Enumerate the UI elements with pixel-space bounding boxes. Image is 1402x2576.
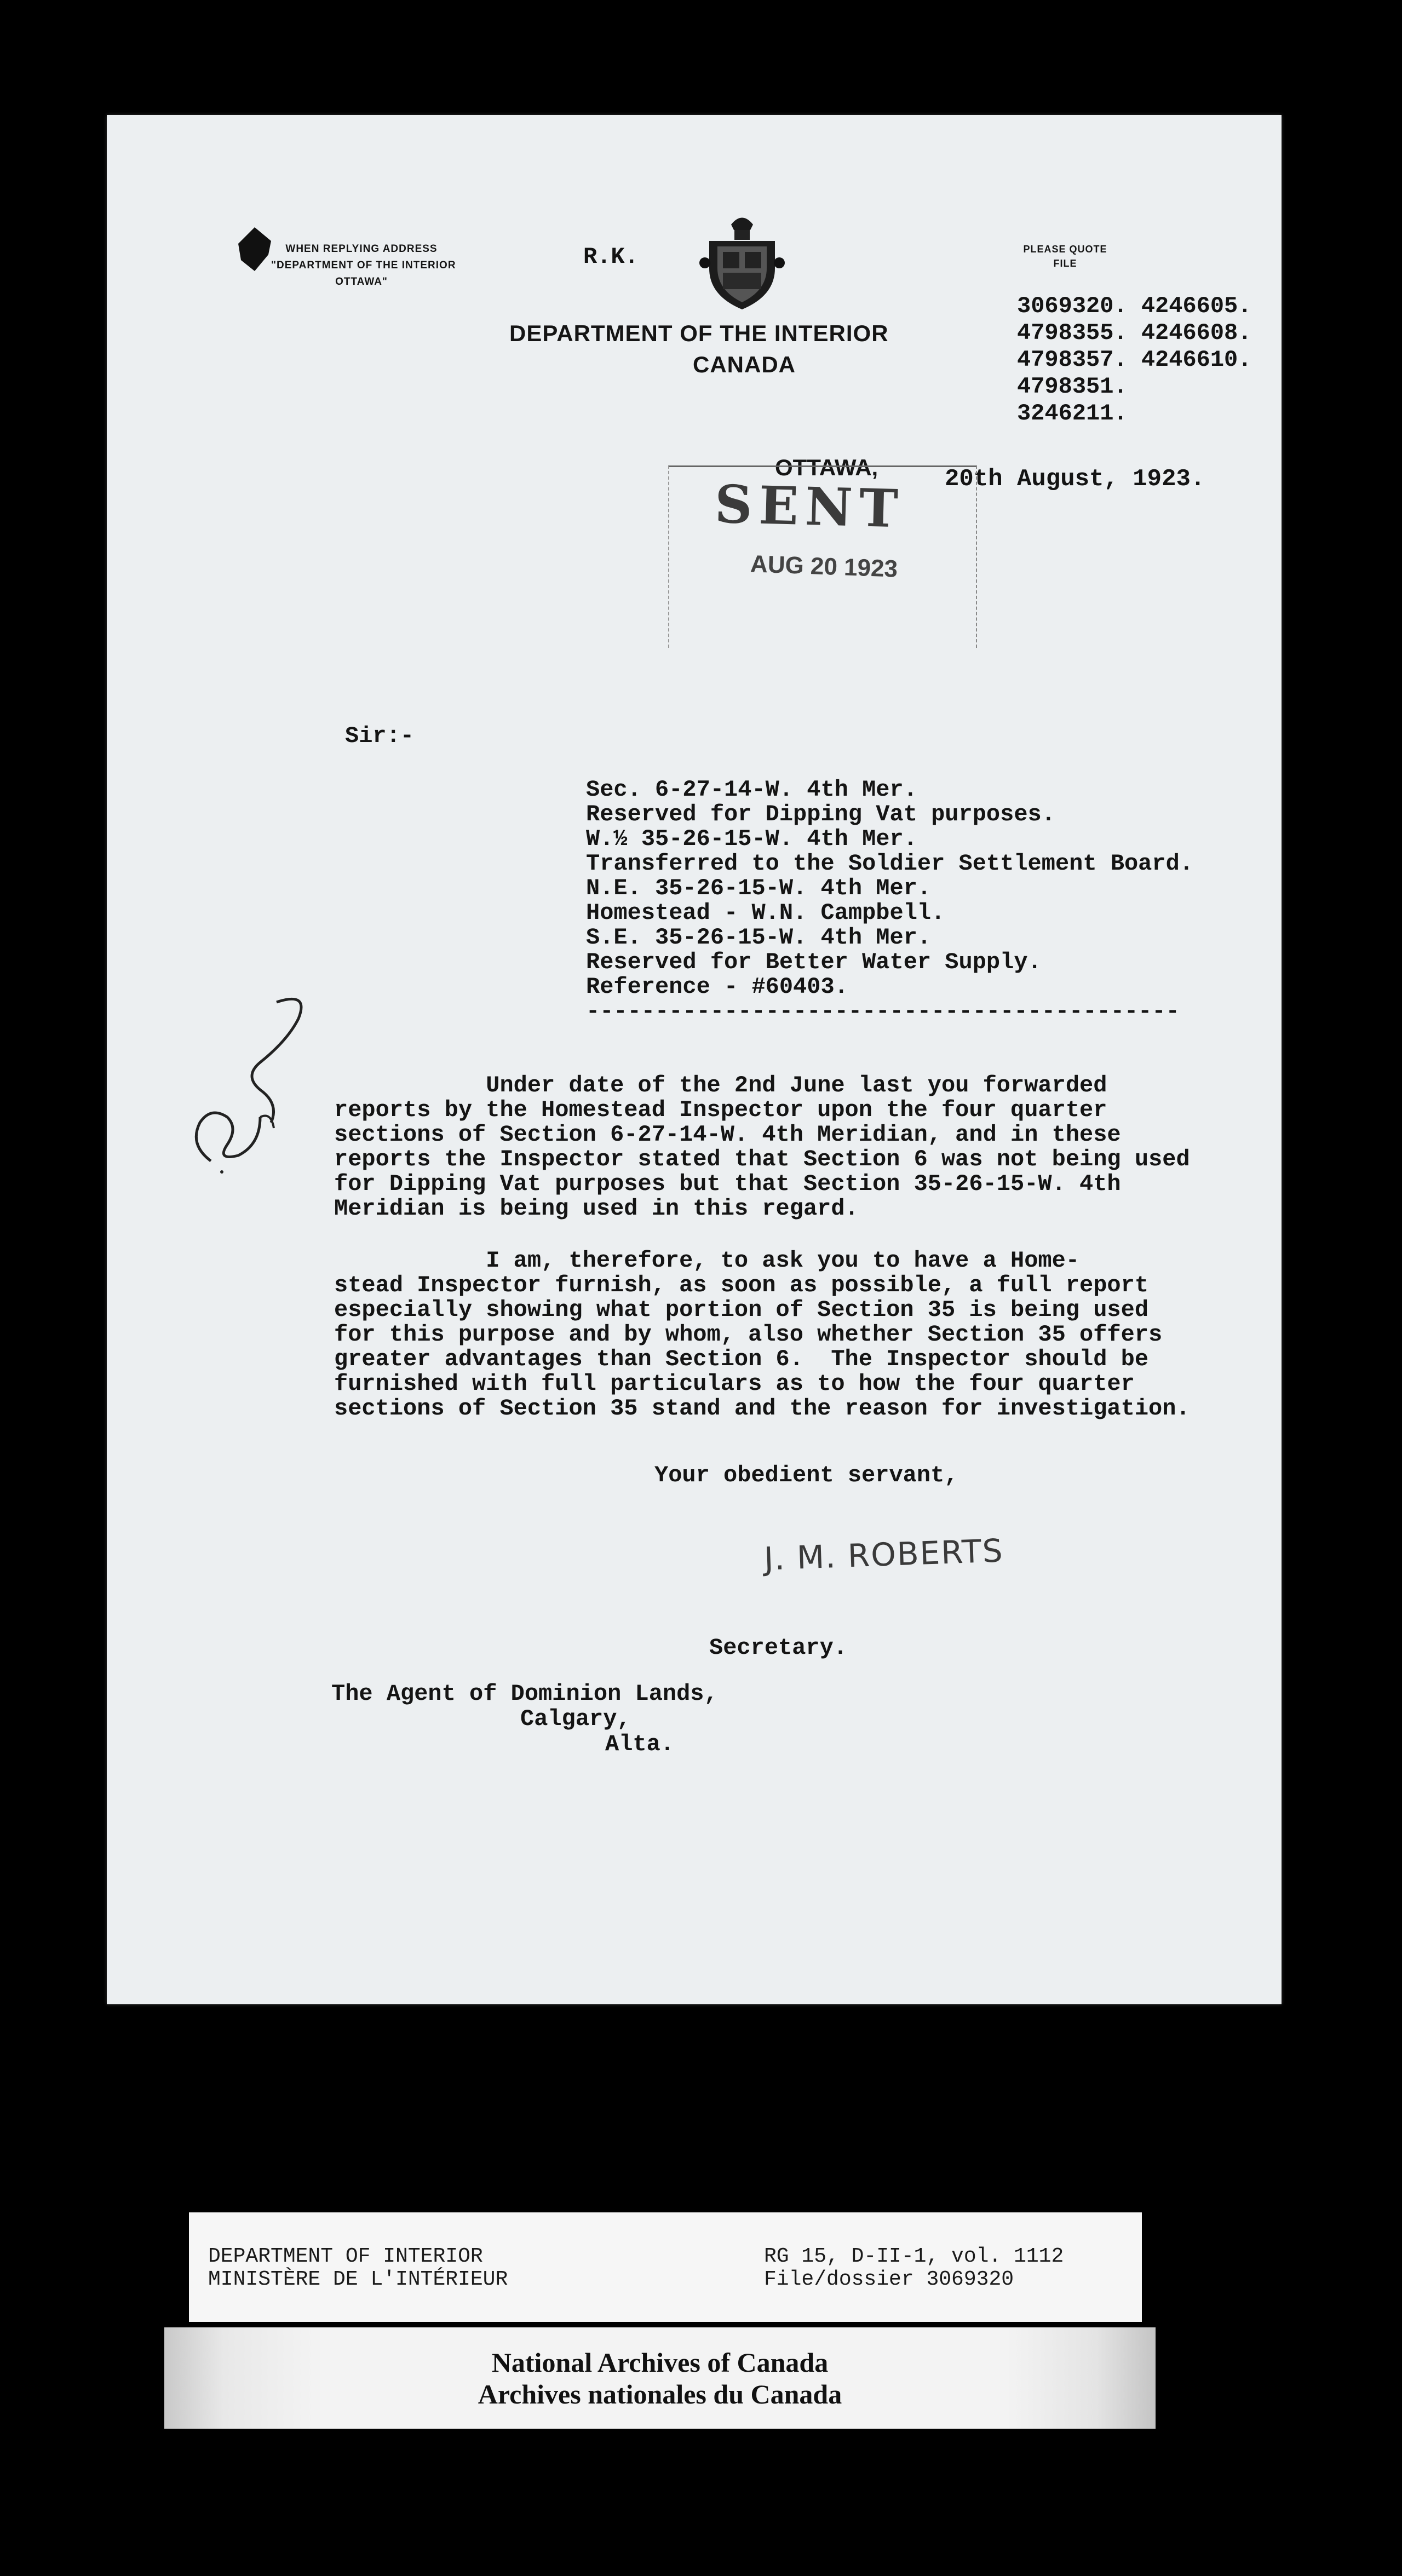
closing: Your obedient servant,: [654, 1462, 958, 1488]
sent-stamp: SENT: [714, 474, 905, 540]
archive-file-reference: RG 15, D-II-1, vol. 1112 File/dossier 3069320: [764, 2245, 1064, 2291]
stamp-date: AUG 20 1923: [750, 550, 898, 583]
letter-date: 20th August, 1923.: [945, 465, 1205, 493]
archive-reference-label: [189, 2212, 1142, 2322]
subject-rule: -------------------------------------------: [586, 998, 1180, 1025]
city: OTTAWA,: [775, 455, 878, 480]
archive-department: DEPARTMENT OF INTERIOR MINISTÈRE DE L'INTÉRIEUR: [208, 2245, 508, 2291]
signature: J. M. ROBERTS: [763, 1532, 1004, 1578]
archive-name-fr: Archives nationales du Canada: [478, 2379, 842, 2410]
national-archives-banner: [164, 2327, 1156, 2429]
paragraph-1: Under date of the 2nd June last you forwarded reports by the Homestead Inspector upon the four quarter sections of Section 6-27-14-W. 4th Meridian, and in these reports the Inspector stated that Section 6 was not being used for Dipping Vat purposes but that Section 35-26-15-W. 4th Meridian is being used in this regard.: [334, 1072, 1190, 1222]
hand-pointer-icon: [233, 222, 277, 285]
initials: R.K.: [583, 244, 639, 270]
paragraph-2: I am, therefore, to ask you to have a Home- stead Inspector furnish, as soon as possible, a full report especially showing what portion of Section 35 is being used for this purpose and by whom, also whether Section 35 offers greater advantages than Section 6. The Inspector should be furnished with full particulars as to how the four quarter sections of Section 35 stand and the reason for investigation.: [334, 1247, 1190, 1422]
letter-page: [107, 115, 1282, 2004]
please-quote-label: PLEASE QUOTE FILE: [1023, 244, 1107, 269]
file-numbers: 3069320. 4246605. 4798355. 4246608. 4798357. 4246610. 4798351. 3246211.: [1017, 293, 1252, 427]
department-name: DEPARTMENT OF THE INTERIOR: [509, 320, 889, 346]
coat-of-arms-icon: [698, 208, 786, 318]
signer-title: Secretary.: [709, 1635, 848, 1661]
reply-address: WHEN REPLYING ADDRESS "DEPARTMENT OF THE INTERIOR OTTAWA": [271, 243, 456, 288]
salutation: Sir:-: [345, 723, 415, 749]
subject-block: Sec. 6-27-14-W. 4th Mer. Reserved for Dipping Vat purposes. W.½ 35-26-15-W. 4th Mer. Transferred to the Soldier Settlement Board. N.E. 35-26-15-W. 4th Mer. Homestead - W.N. Campbell. S.E. 35-26-15-W. 4th Mer. Reserved for Better Water Supply. Reference - #60403. -------------------------------------------: [586, 777, 1193, 1025]
handwritten-note-icon: [178, 980, 337, 1191]
archive-name-en: National Archives of Canada: [491, 2347, 829, 2378]
country-name: CANADA: [693, 352, 796, 377]
addressee: The Agent of Dominion Lands, Calgary, Alta.: [331, 1681, 718, 1757]
